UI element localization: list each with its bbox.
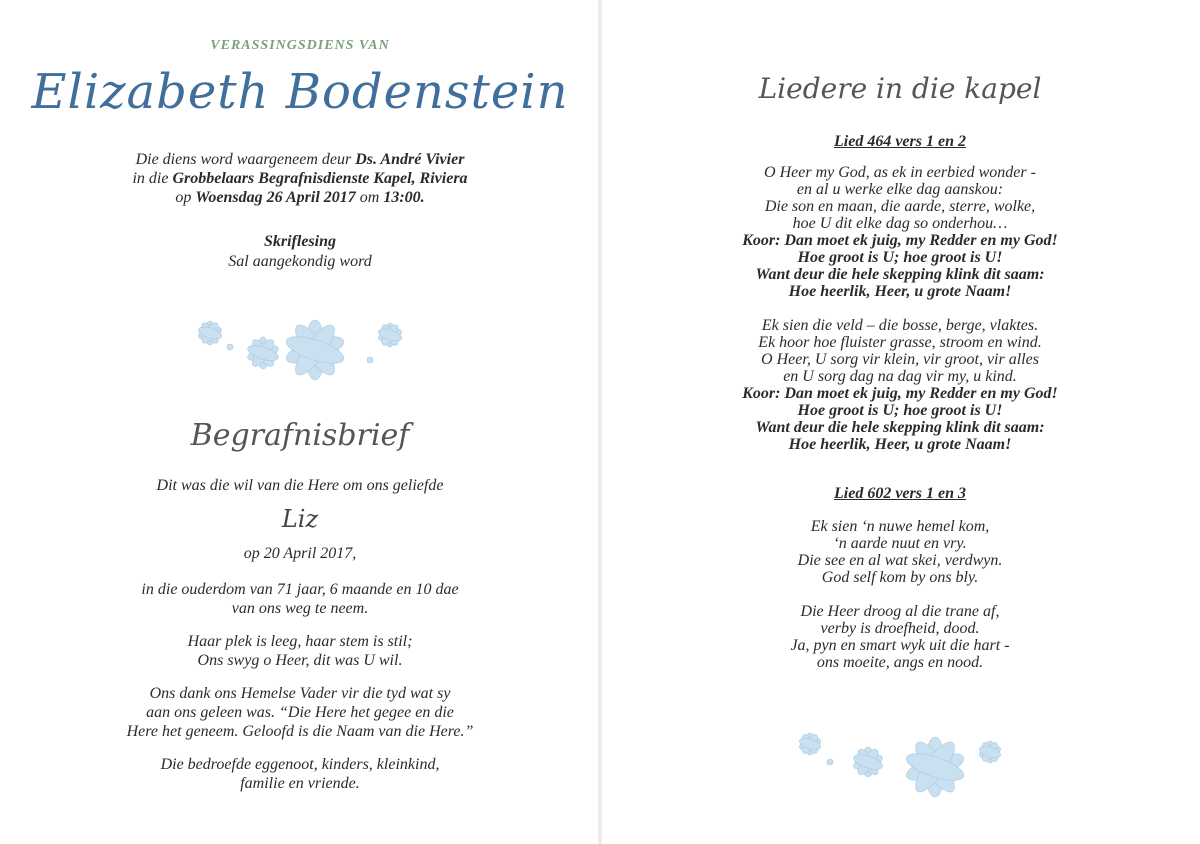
letter-age: in die ouderdom van 71 jaar, 6 maande en 10 dae van ons weg te neem. xyxy=(141,581,459,617)
song2-heading: Lied 602 vers 1 en 3 xyxy=(834,485,966,502)
letter-date: op 20 April 2017, xyxy=(243,545,357,562)
letter-thanks: Ons dank ons Hemelse Vader vir die tyd wat sy aan ons geleen was. “Die Here het gegee en die Here het geneem. Geloofd is die Naam van die Here.” xyxy=(126,685,474,740)
service-label: VERASSINGSDIENS VAN xyxy=(210,38,390,53)
nickname: Liz xyxy=(281,505,319,533)
song1-lyrics: O Heer my God, as ek in eerbied wonder - en al u werke elke dag aanskou: Die son en maan, die aarde, sterre, wolke, hoe U dit elke dag so onderhou… Koor: Dan moet ek juig, my Redder en my God! Hoe groot is U; hoe groot is U! Want deur die hele skepping klink dit saam: Hoe heerlik, Heer, u grote Naam! Ek sien die veld – die bosse, berge, vlaktes. Ek hoor hoe fluister grasse, stroom en wind. O Heer, U sorg vir klein, vir groot, vir alles en U sorg dag na dag vir my, u kind. Koor: Dan moet ek juig, my Redder en my God! Hoe groot is U; hoe groot is U! Want deur die hele skepping klink dit saam: Hoe heerlik, Heer, u grote Naam! xyxy=(742,164,1058,453)
song2-lyrics: Ek sien ‘n nuwe hemel kom, ‘n aarde nuut en vry. Die see en al wat skei, verdwyn. God self kom by ons bly. Die Heer droog al die trane af, verby is droefheid, dood. Ja, pyn en smart wyk uit die hart - ons moeite, angs en nood. xyxy=(790,518,1010,671)
reading-text: Sal aangekondig word xyxy=(228,253,372,270)
song1-heading: Lied 464 vers 1 en 2 xyxy=(834,133,966,150)
deceased-name: Elizabeth Bodenstein xyxy=(31,64,569,120)
reading-title: Skriflesing xyxy=(263,233,336,250)
letter-intro: Dit was die wil van die Here om ons geliefde xyxy=(156,477,444,494)
service-details: Die diens word waargeneem deur Ds. André Vivier in die Grobbelaars Begrafnisdienste Kapel, Riviera op Woensdag 26 April 2017 om 13:00. xyxy=(132,151,468,206)
flower-decoration-icon xyxy=(790,722,1015,812)
songs-title: Liedere in die kapel xyxy=(758,72,1042,105)
right-page xyxy=(600,0,1200,844)
letter-signoff: Die bedroefde eggenoot, kinders, kleinkind, familie en vriende. xyxy=(160,756,440,792)
letter-poem: Haar plek is leeg, haar stem is stil; Ons swyg o Heer, dit was U wil. xyxy=(187,633,413,669)
letter-title: Begrafnisbrief xyxy=(190,418,410,453)
flower-decoration-icon xyxy=(185,305,415,395)
